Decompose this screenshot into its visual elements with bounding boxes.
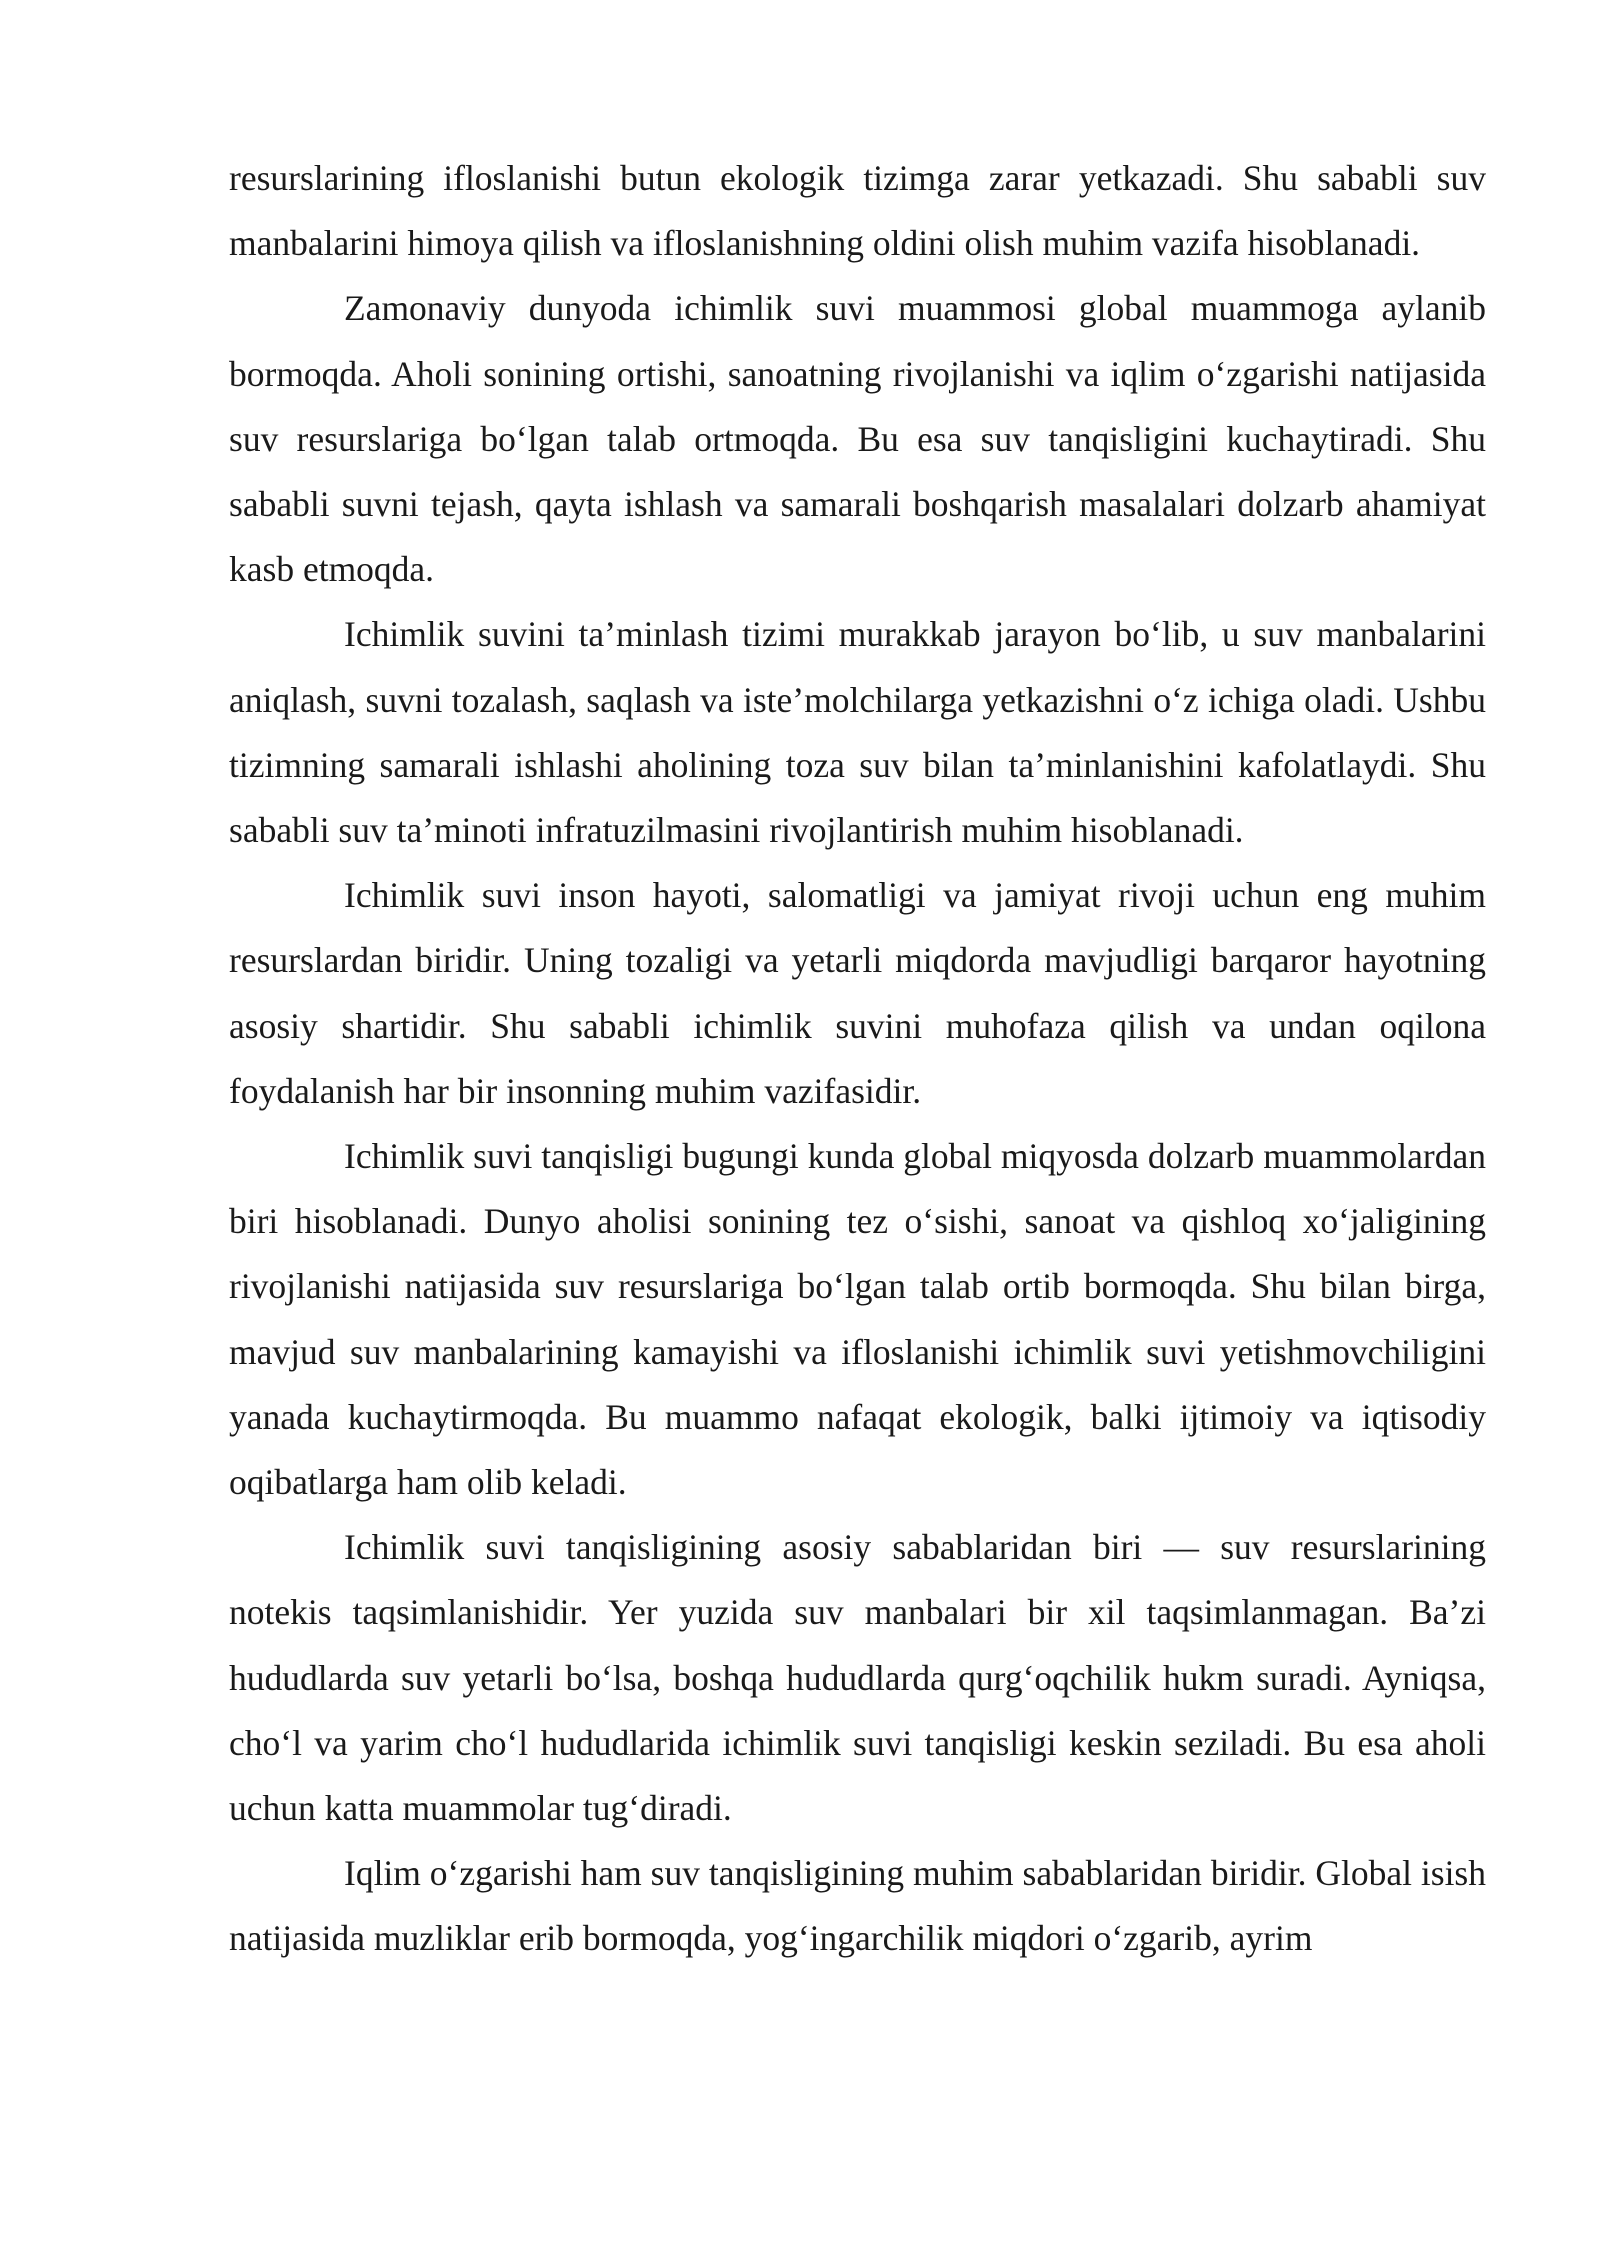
paragraph-6: Ichimlik suvi tanqisligining asosiy sabablaridan biri — suv resurslarining notekis taqsimlanishidir. Yer yuzida suv manbalari bir xil taqsimlanmagan. Ba’zi hududlarda suv yetarli bo‘lsa, boshqa hududlarda qurg‘oqchilik hukm suradi. Ayniqsa, cho‘l va yarim cho‘l hududlarida ichimlik suvi tanqisligi keskin seziladi. Bu esa aholi uchun katta muammolar tug‘diradi. xyxy=(229,1527,1486,1829)
paragraph-3: Ichimlik suvini ta’minlash tizimi murakkab jarayon bo‘lib, u suv manbalarini aniqlash, suvni tozalash, saqlash va iste’molchilarga yetkazishni o‘z ichiga oladi. Ushbu tizimning samarali ishlashi aholining toza suv bilan ta’minlanishini kafolatlaydi. Shu sababli suv ta’minoti infratuzilmasini rivojlantirish muhim hisoblanadi. xyxy=(229,614,1486,851)
paragraph-4: Ichimlik suvi inson hayoti, salomatligi va jamiyat rivoji uchun eng muhim resurslardan biridir. Uning tozaligi va yetarli miqdorda mavjudligi barqaror hayotning asosiy shartidir. Shu sababli ichimlik suvini muhofaza qilish va undan oqilona foydalanish har bir insonning muhim vazifasidir. xyxy=(229,875,1486,1111)
paragraph-5: Ichimlik suvi tanqisligi bugungi kunda global miqyosda dolzarb muammolardan biri hisoblanadi. Dunyo aholisi sonining tez o‘sishi, sanoat va qishloq xo‘jaligining rivojlanishi natijasida suv resurslariga bo‘lgan talab ortib bormoqda. Shu bilan birga, mavjud suv manbalarining kamayishi va ifloslanishi ichimlik suvi yetishmovchiligini yanada kuchaytirmoqda. Bu muammo nafaqat ekologik, balki ijtimoiy va iqtisodiy oqibatlarga ham olib keladi. xyxy=(229,1136,1486,1503)
paragraph-1: resurslarining ifloslanishi butun ekologik tizimga zarar yetkazadi. Shu sababli suv manbalarini himoya qilish va ifloslanishning oldini olish muhim vazifa hisoblanadi. xyxy=(229,158,1486,264)
paragraph-7: Iqlim o‘zgarishi ham suv tanqisligining muhim sabablaridan biridir. Global isish natijasida muzliklar erib bormoqda, yog‘ingarchilik miqdori o‘zgarib, ayrim xyxy=(229,1853,1486,1959)
body-text xyxy=(229,146,1486,1972)
paragraph-2: Zamonaviy dunyoda ichimlik suvi muammosi global muammoga aylanib bormoqda. Aholi sonining ortishi, sanoatning rivojlanishi va iqlim o‘zgarishi natijasida suv resurslariga bo‘lgan talab ortmoqda. Bu esa suv tanqisligini kuchaytiradi. Shu sababli suvni tejash, qayta ishlash va samarali boshqarish masalalari dolzarb ahamiyat kasb etmoqda. xyxy=(229,288,1486,590)
